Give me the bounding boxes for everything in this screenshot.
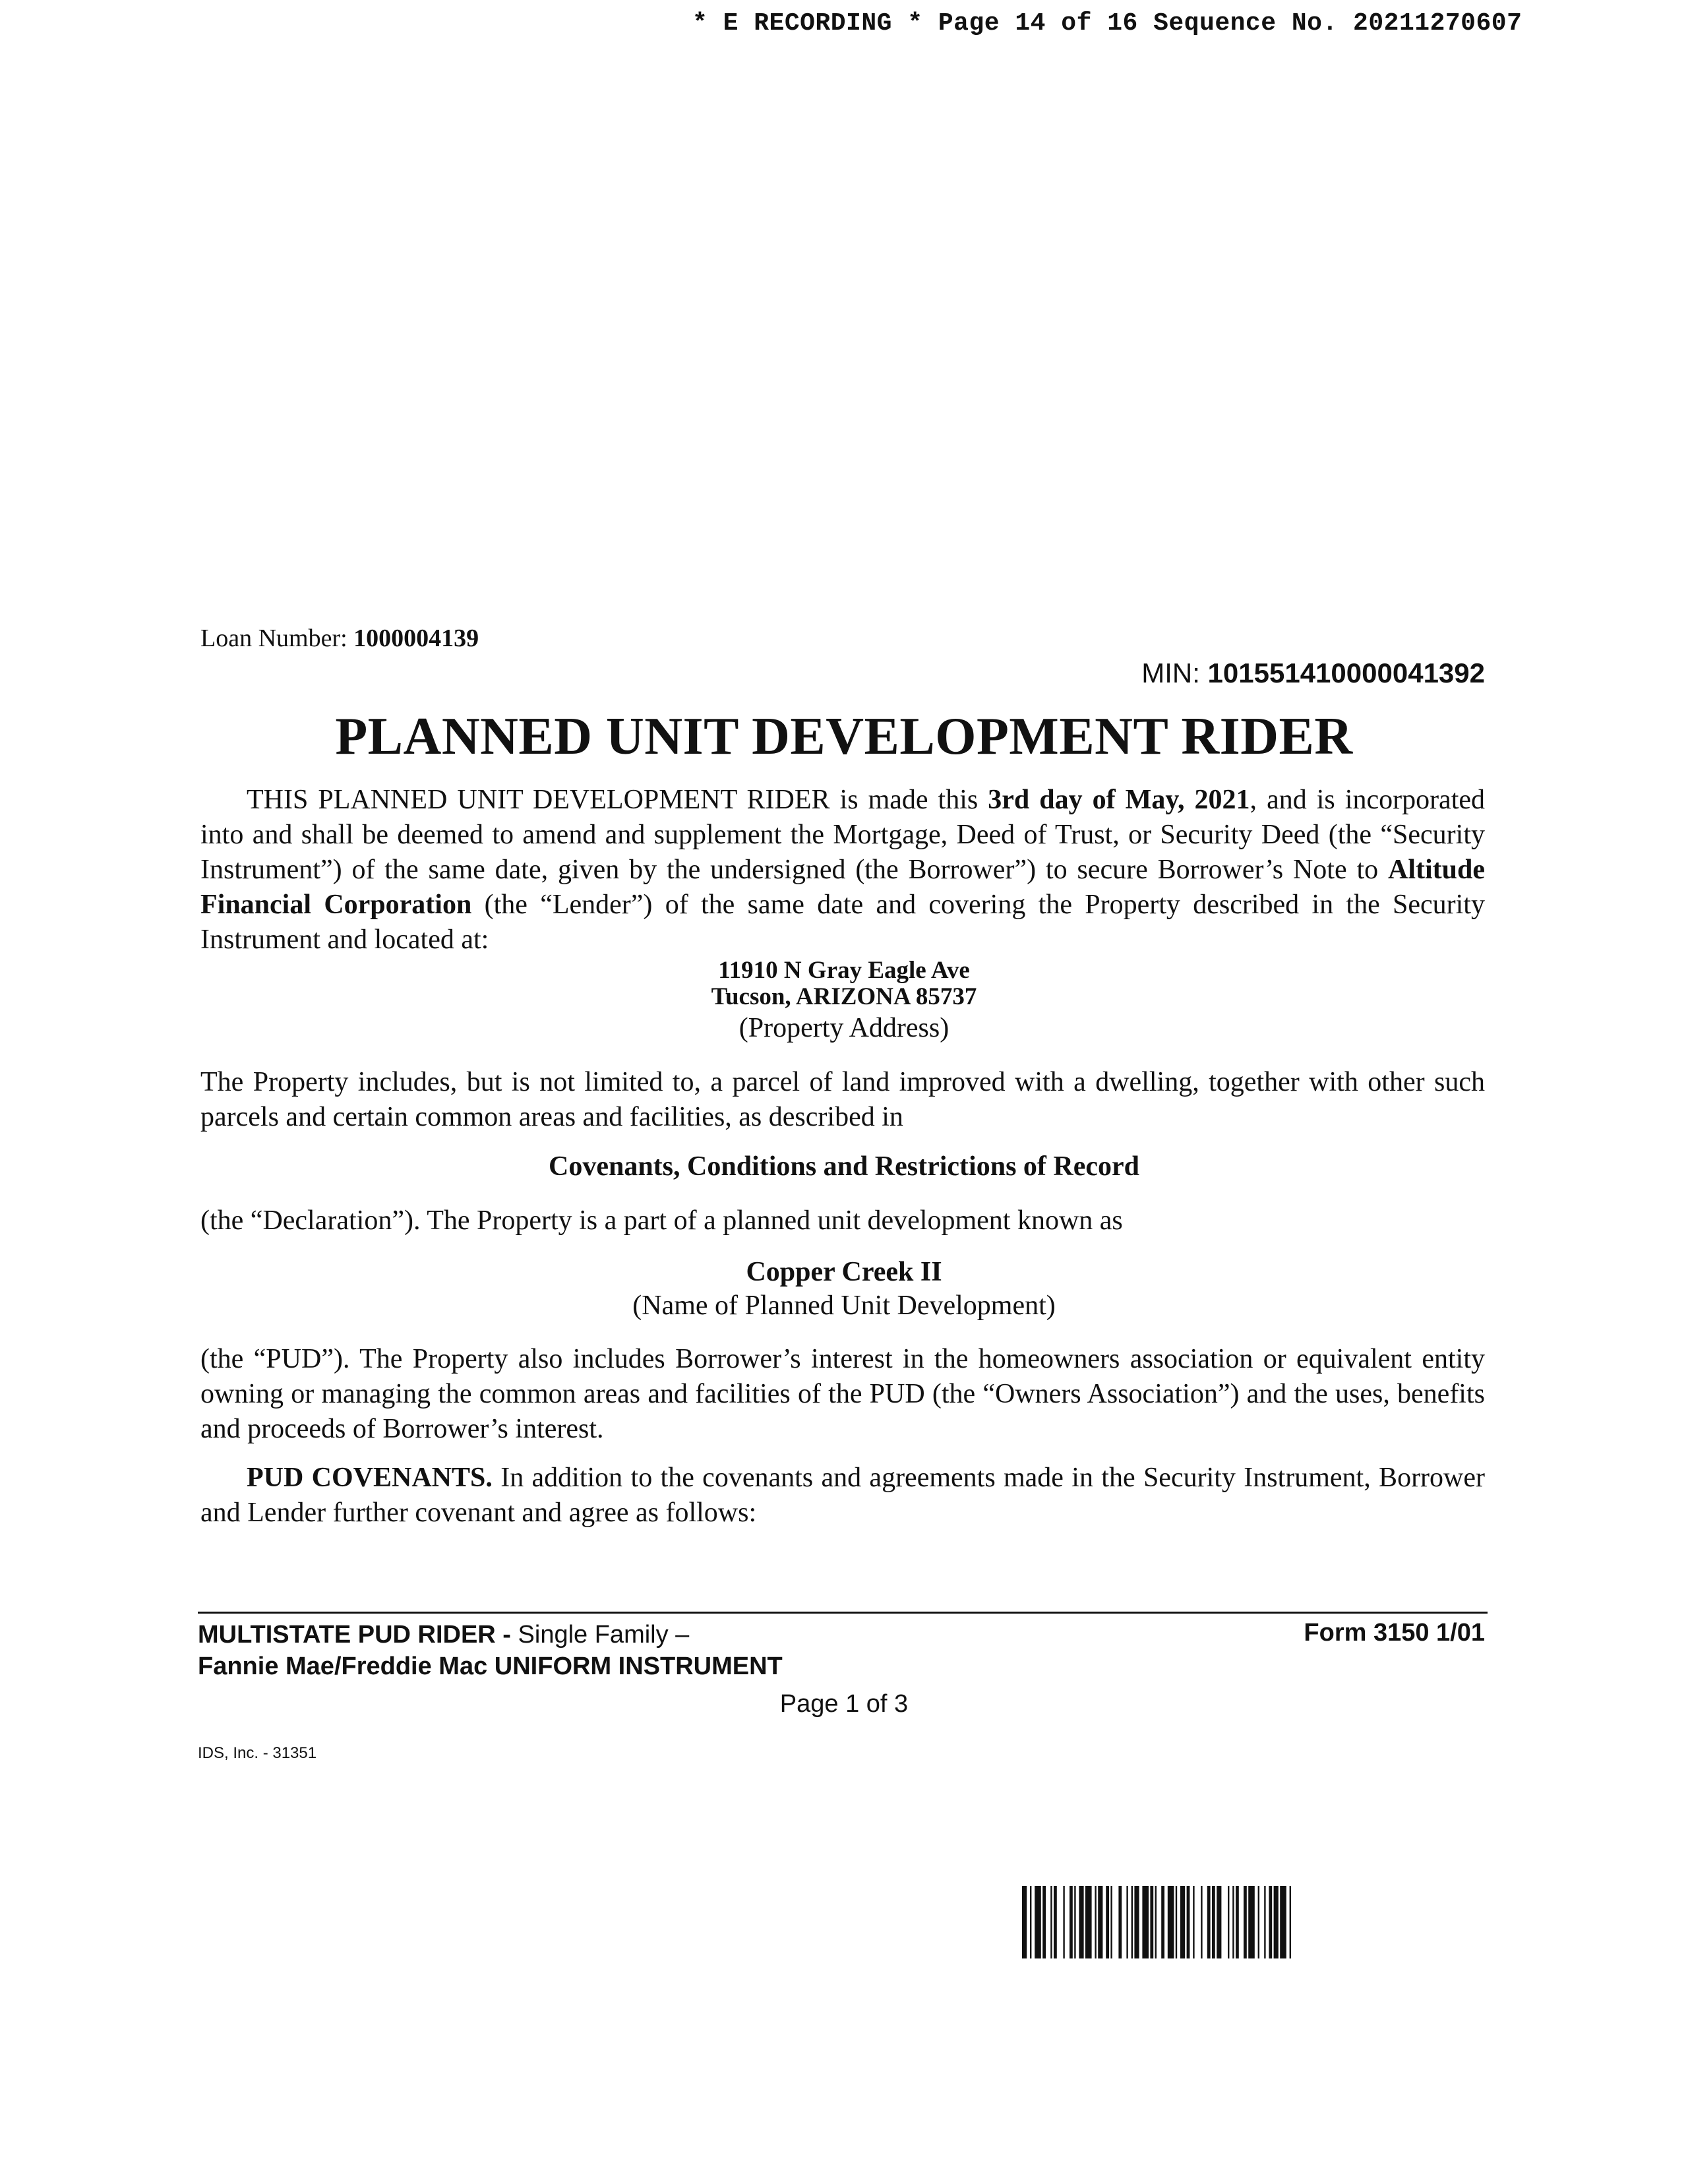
lender-name: Altitude Financial Corporation (200, 855, 1485, 920)
pud-paragraph: (the “PUD”). The Property also includes Borrower’s interest in the homeowners association or equivalent entity owning or managing the common areas and facilities of the PUD (the “Owners Association”) and the uses, benefits and proceeds of Borrower’s interest. (200, 1344, 1485, 1444)
pud-name-caption: (Name of Planned Unit Development) (632, 1290, 1056, 1321)
min-label: MIN: (1141, 657, 1200, 688)
loan-number-value: 1000004139 (353, 624, 479, 652)
footer-form-number: Form 3150 1/01 (1304, 1619, 1485, 1647)
loan-number (200, 624, 479, 653)
pud-name: Copper Creek II (746, 1257, 942, 1287)
ids-code: IDS, Inc. - 31351 (198, 1744, 317, 1762)
intro-paragraph (200, 783, 1485, 957)
pud-covenants-paragraph (200, 1461, 1485, 1531)
recording-header: * E RECORDING * Page 14 of 16 Sequence No. 20211270607 (692, 9, 1522, 38)
footer-form-name (198, 1619, 783, 1682)
footer-page-number: Page 1 of 3 (779, 1690, 909, 1718)
footer-form-line2: Fannie Mae/Freddie Mac UNIFORM INSTRUMENT (198, 1653, 783, 1680)
rider-date: 3rd day of May, 2021 (988, 785, 1250, 815)
pud-covenants-heading: PUD COVENANTS. (247, 1463, 493, 1493)
barcode-image (1022, 1886, 1470, 1958)
intro-text-2: , and is incorporated into and shall be deemed to amend and supplement the Mortgage, Deed of Trust, or Security Deed (the “Security Instrument”) of the same date, given by the undersigned (the Borrower”) to secure Borrower’s Note to (200, 785, 1486, 885)
property-address-caption: (Property Address) (738, 1013, 950, 1043)
declaration-line: (the “Declaration”). The Property is a part of a planned unit development known as (200, 1205, 1123, 1236)
declaration-name: Covenants, Conditions and Restrictions of Record (548, 1151, 1140, 1182)
footer-form-name-bold: MULTISTATE PUD RIDER - (198, 1621, 518, 1649)
property-address-line2: Tucson, ARIZONA 85737 (711, 983, 977, 1010)
pud-covenants-text: In addition to the covenants and agreements made in the Security Instrument, Borrower and Lender further covenant and agree as follows: (200, 1463, 1485, 1528)
document-title: PLANNED UNIT DEVELOPMENT RIDER (335, 708, 1353, 766)
property-includes-paragraph: The Property includes, but is not limited to, a parcel of land improved with a dwelling, together with other such parcels and certain common areas and facilities, as described in (200, 1067, 1485, 1132)
footer-divider (198, 1612, 1488, 1614)
min-value: 101551410000041392 (1207, 657, 1485, 688)
intro-text-3: (the “Lender”) of the same date and covering the Property described in the Security Instrument and located at: (200, 890, 1485, 955)
intro-text-1: THIS PLANNED UNIT DEVELOPMENT RIDER is made this (247, 785, 988, 815)
loan-number-label: Loan Number: (200, 624, 347, 652)
min-number (1141, 657, 1485, 689)
property-address-line1: 11910 N Gray Eagle Ave (718, 957, 970, 984)
footer-form-name-rest: Single Family – (518, 1621, 690, 1649)
